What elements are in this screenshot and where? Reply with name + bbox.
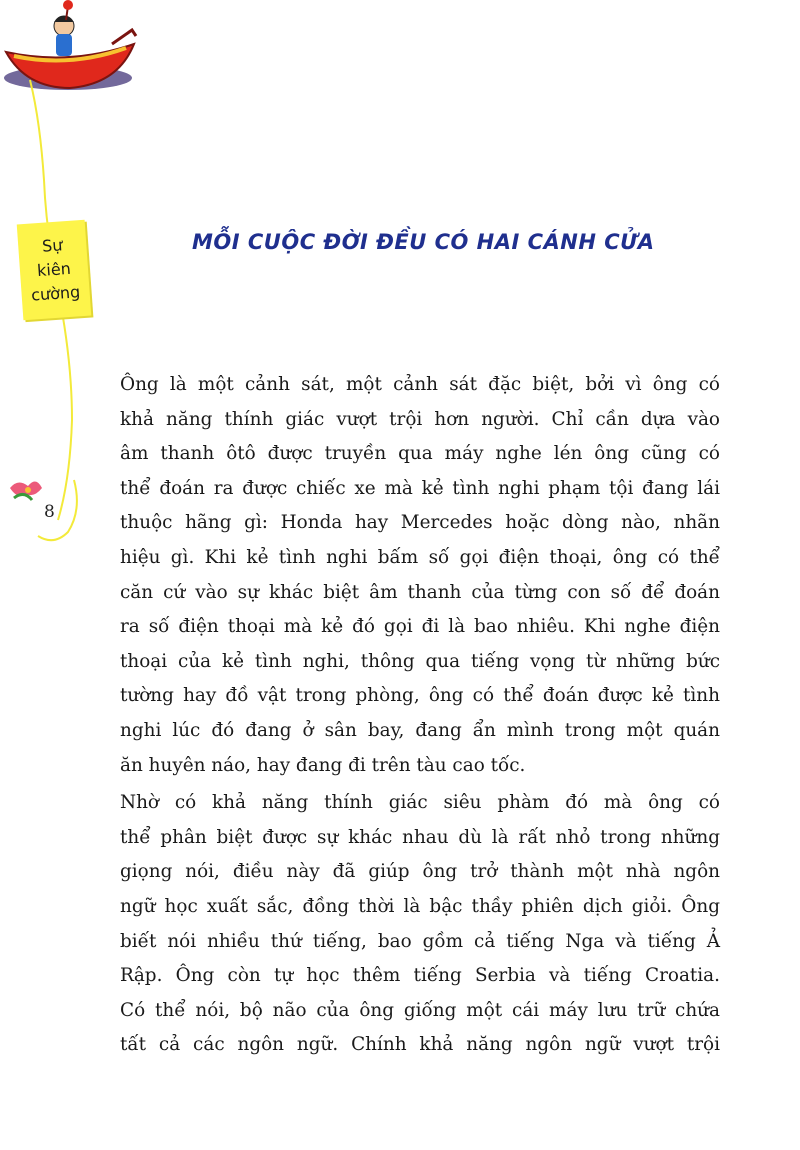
text-line: Nhờ có khả năng thính giác siêu phàm đó mà ông có — [120, 792, 720, 814]
text-line: ra số điện thoại mà kẻ đó gọi đi là bao nhiêu. Khi nghe điện — [120, 616, 720, 638]
text-line: thể phân biệt được sự khác nhau dù là rất nhỏ trong những — [120, 826, 720, 848]
page-number: 8 — [44, 502, 55, 522]
text-line: Rập. Ông còn tự học thêm tiếng Serbia và tiếng Croatia. — [120, 965, 720, 987]
text-line: hiệu gì. Khi kẻ tình nghi bấm số gọi điện thoại, ông có thể — [120, 546, 720, 568]
text-line: âm thanh ôtô được truyền qua máy nghe lén ông cũng có — [120, 443, 720, 465]
paragraph — [120, 368, 720, 783]
text-line: khả năng thính giác vượt trội hơn người. Chỉ cần dựa vào — [120, 408, 720, 430]
text-line: Có thể nói, bộ não của ông giống một cái máy lưu trữ chứa — [120, 999, 720, 1021]
chapter-tag — [17, 220, 92, 321]
tag-line: kiên — [36, 258, 72, 281]
text-line: Ông là một cảnh sát, một cảnh sát đặc biệt, bởi vì ông có — [120, 374, 720, 395]
tag-line: cường — [30, 282, 81, 305]
text-line: nghi lúc đó đang ở sân bay, đang ẩn mình trong một quán — [120, 719, 720, 741]
text-line: ăn huyên náo, hay đang đi trên tàu cao tốc. — [120, 754, 526, 776]
text-line: thể đoán ra được chiếc xe mà kẻ tình nghi phạm tội đang lái — [120, 477, 720, 499]
text-line: tất cả các ngôn ngữ. Chính khả năng ngôn ngữ vượt trội — [120, 1034, 720, 1056]
text-line: thuộc hãng gì: Honda hay Mercedes hoặc dòng nào, nhãn — [120, 512, 720, 534]
text-line: biết nói nhiều thứ tiếng, bao gồm cả tiếng Nga và tiếng Ả — [120, 930, 720, 952]
text-line: ngữ học xuất sắc, đồng thời là bậc thầy phiên dịch giỏi. Ông — [120, 895, 720, 917]
paragraph — [120, 786, 720, 1063]
body-text — [120, 368, 720, 1063]
text-line: tường hay đồ vật trong phòng, ông có thể đoán được kẻ tình — [120, 685, 720, 707]
chapter-title: MỖI CUỘC ĐỜI ĐỀU CÓ HAI CÁNH CỬA — [192, 230, 655, 254]
text-line: thoại của kẻ tình nghi, thông qua tiếng vọng từ những bức — [120, 650, 720, 672]
text-line: giọng nói, điều này đã giúp ông trở thành một nhà ngôn — [120, 861, 720, 883]
text-line: căn cứ vào sự khác biệt âm thanh của từng con số để đoán — [120, 581, 720, 603]
tag-line: Sự — [41, 235, 64, 256]
